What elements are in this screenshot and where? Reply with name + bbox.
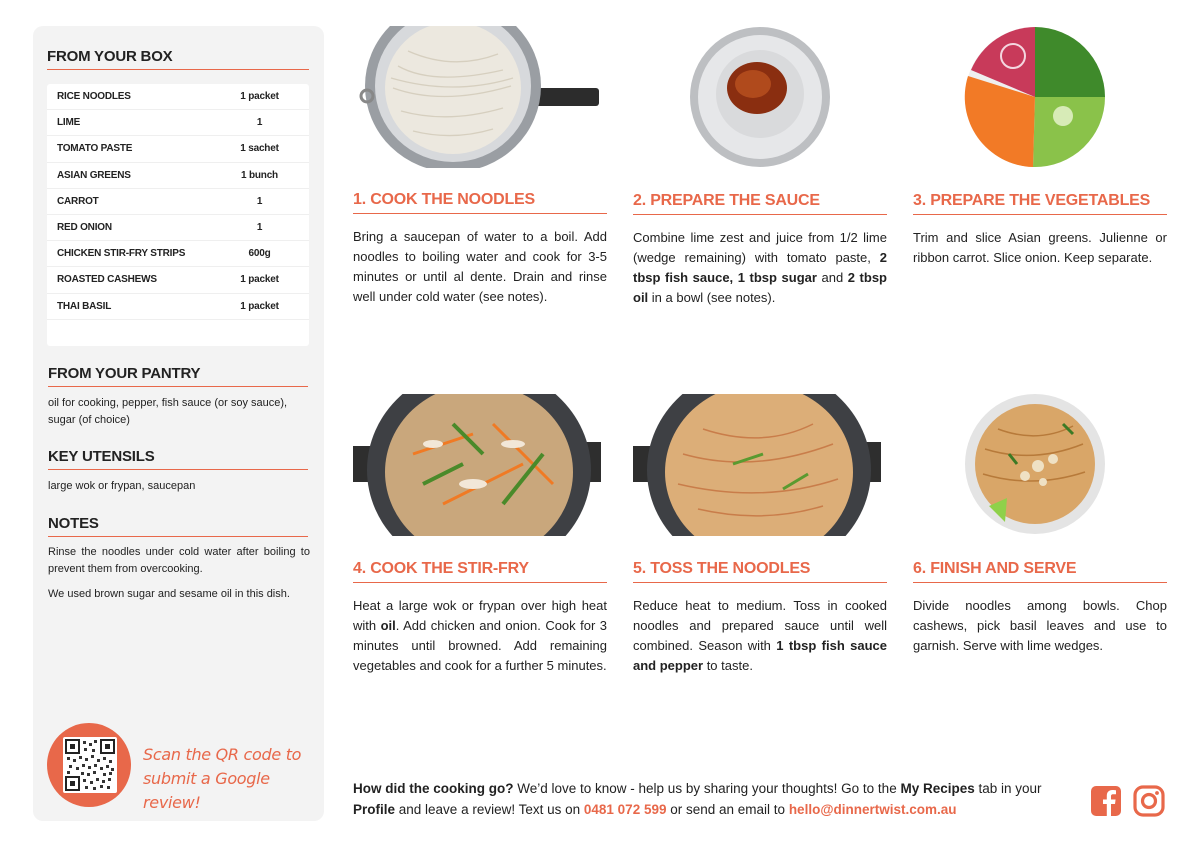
step-2-text <box>633 228 887 308</box>
footer-text: or send an email to <box>666 802 789 817</box>
key-utensils-title: KEY UTENSILS <box>48 448 308 470</box>
ingredient-row <box>47 84 309 110</box>
step-4-title: 4. COOK THE STIR-FRY <box>353 560 607 583</box>
ingredient-name: ASIAN GREENS <box>57 169 131 181</box>
footer-text: and leave a review! Text us on <box>395 802 584 817</box>
ingredient-row <box>47 241 309 267</box>
step-text-part: and <box>816 270 848 285</box>
step-3-text: Trim and slice Asian greens. Julienne or ribbon carrot. Slice onion. Keep separate. <box>913 230 1167 265</box>
step-1-title: 1. COOK THE NOODLES <box>353 191 607 214</box>
from-your-pantry-title: FROM YOUR PANTRY <box>48 365 308 387</box>
ingredient-qty: 1 bunch <box>241 169 278 181</box>
stirfry-wok-photo <box>353 394 607 536</box>
ingredient-name: ROASTED CASHEWS <box>57 274 157 286</box>
step-4-text <box>353 596 607 676</box>
step-text-part: in a bowl (see notes). <box>648 290 776 305</box>
qr-review-text <box>143 743 313 815</box>
instagram-icon[interactable] <box>1133 785 1165 817</box>
ingredient-row <box>47 267 309 293</box>
step-6-text: Divide noodles among bowls. Chop cashews, pick basil leaves and use to garnish. Serve with lime wedges. <box>913 598 1167 653</box>
ingredient-row <box>47 294 309 320</box>
pantry-text: oil for cooking, pepper, fish sauce (or soy sauce), sugar (of choice) <box>48 397 288 426</box>
my-recipes-link[interactable]: My Recipes <box>900 781 975 796</box>
step-text-part: Combine lime zest and juice from 1/2 lime (wedge remaining) with tomato paste, <box>633 230 887 265</box>
step-text-bold: 1 tbsp fish sauce and pepper <box>633 638 887 673</box>
ingredient-name: RICE NOODLES <box>57 91 131 103</box>
facebook-icon[interactable] <box>1090 785 1122 817</box>
notes-title: NOTES <box>48 515 308 537</box>
serving-bowl-photo <box>913 394 1167 536</box>
utensils-text: large wok or frypan, saucepan <box>48 480 196 492</box>
from-your-box-title: FROM YOUR BOX <box>47 48 309 70</box>
ingredient-row <box>47 163 309 189</box>
step-text-part: . Add chicken and onion. Cook for 3 minutes until browned. Add remaining vegetables and cook for a further 5 minutes. <box>353 618 607 673</box>
profile-link[interactable]: Profile <box>353 802 396 817</box>
qr-badge[interactable] <box>47 723 131 807</box>
ingredient-qty: 1 <box>256 195 263 207</box>
step-1-text: Bring a saucepan of water to a boil. Add noodles to boiling water and cook for 3-5 minutes or until al dente. Drain and rinse well under cold water (see notes). <box>353 229 607 304</box>
ingredient-qty: 600g <box>248 248 271 260</box>
step-2-title: 2. PREPARE THE SAUCE <box>633 192 887 215</box>
ingredient-name: LIME <box>57 117 81 129</box>
email-link[interactable]: hello@dinnertwist.com.au <box>788 802 957 817</box>
vegetables-plate-photo <box>913 26 1167 168</box>
ingredients-sidebar <box>33 26 324 821</box>
ingredient-name: CARROT <box>57 195 99 207</box>
ingredient-qty: 1 <box>256 117 263 129</box>
step-text-bold: oil <box>380 618 396 633</box>
ingredients-table <box>47 84 309 346</box>
sauce-bowl-photo <box>633 26 887 168</box>
noodles-wok-photo <box>633 394 887 536</box>
step-text-bold: 2 tbsp fish sauce, 1 tbsp sugar <box>633 250 887 285</box>
footer-text: tab in your <box>974 781 1042 796</box>
ingredient-row <box>47 215 309 241</box>
footer-text: We’d love to know - help us by sharing your thoughts! Go to the <box>513 781 901 796</box>
step-text-part: Heat a large wok or frypan over high heat with <box>353 598 607 633</box>
noodles-strainer-photo <box>353 26 607 168</box>
ingredient-row <box>47 189 309 215</box>
footer-question: How did the cooking go? <box>353 781 514 796</box>
ingredient-name: THAI BASIL <box>57 300 112 312</box>
step-6-title: 6. FINISH AND SERVE <box>913 560 1167 583</box>
qr-code-icon[interactable] <box>63 737 117 793</box>
ingredient-qty: 1 packet <box>240 91 279 103</box>
ingredient-qty: 1 sachet <box>240 143 279 155</box>
step-text-part: to taste. <box>703 658 753 673</box>
step-5-text <box>633 596 887 676</box>
step-3-title: 3. PREPARE THE VEGETABLES <box>913 192 1167 215</box>
step-5-title: 5. TOSS THE NOODLES <box>633 560 887 583</box>
ingredient-qty: 1 packet <box>240 300 279 312</box>
ingredient-row <box>47 136 309 162</box>
note-text: Rinse the noodles under cold water after boiling to prevent them from overcooking. <box>48 546 310 575</box>
ingredient-name: CHICKEN STIR-FRY STRIPS <box>57 248 186 260</box>
ingredient-row <box>47 110 309 136</box>
review-footer <box>353 778 1073 820</box>
step-text-bold: 2 tbsp oil <box>633 270 887 305</box>
qr-text-line: submit a Google review! <box>143 769 270 812</box>
ingredient-qty: 1 packet <box>240 274 279 286</box>
ingredient-name: RED ONION <box>57 222 112 234</box>
qr-text-line: Scan the QR code to <box>143 745 302 764</box>
step-text-part: Reduce heat to medium. Toss in cooked noodles and prepared sauce until well combined. Season with <box>633 598 887 653</box>
phone-link[interactable]: 0481 072 599 <box>583 802 667 817</box>
ingredient-name: TOMATO PASTE <box>57 143 133 155</box>
ingredient-qty: 1 <box>256 222 263 234</box>
note-text: We used brown sugar and sesame oil in this dish. <box>48 588 290 600</box>
